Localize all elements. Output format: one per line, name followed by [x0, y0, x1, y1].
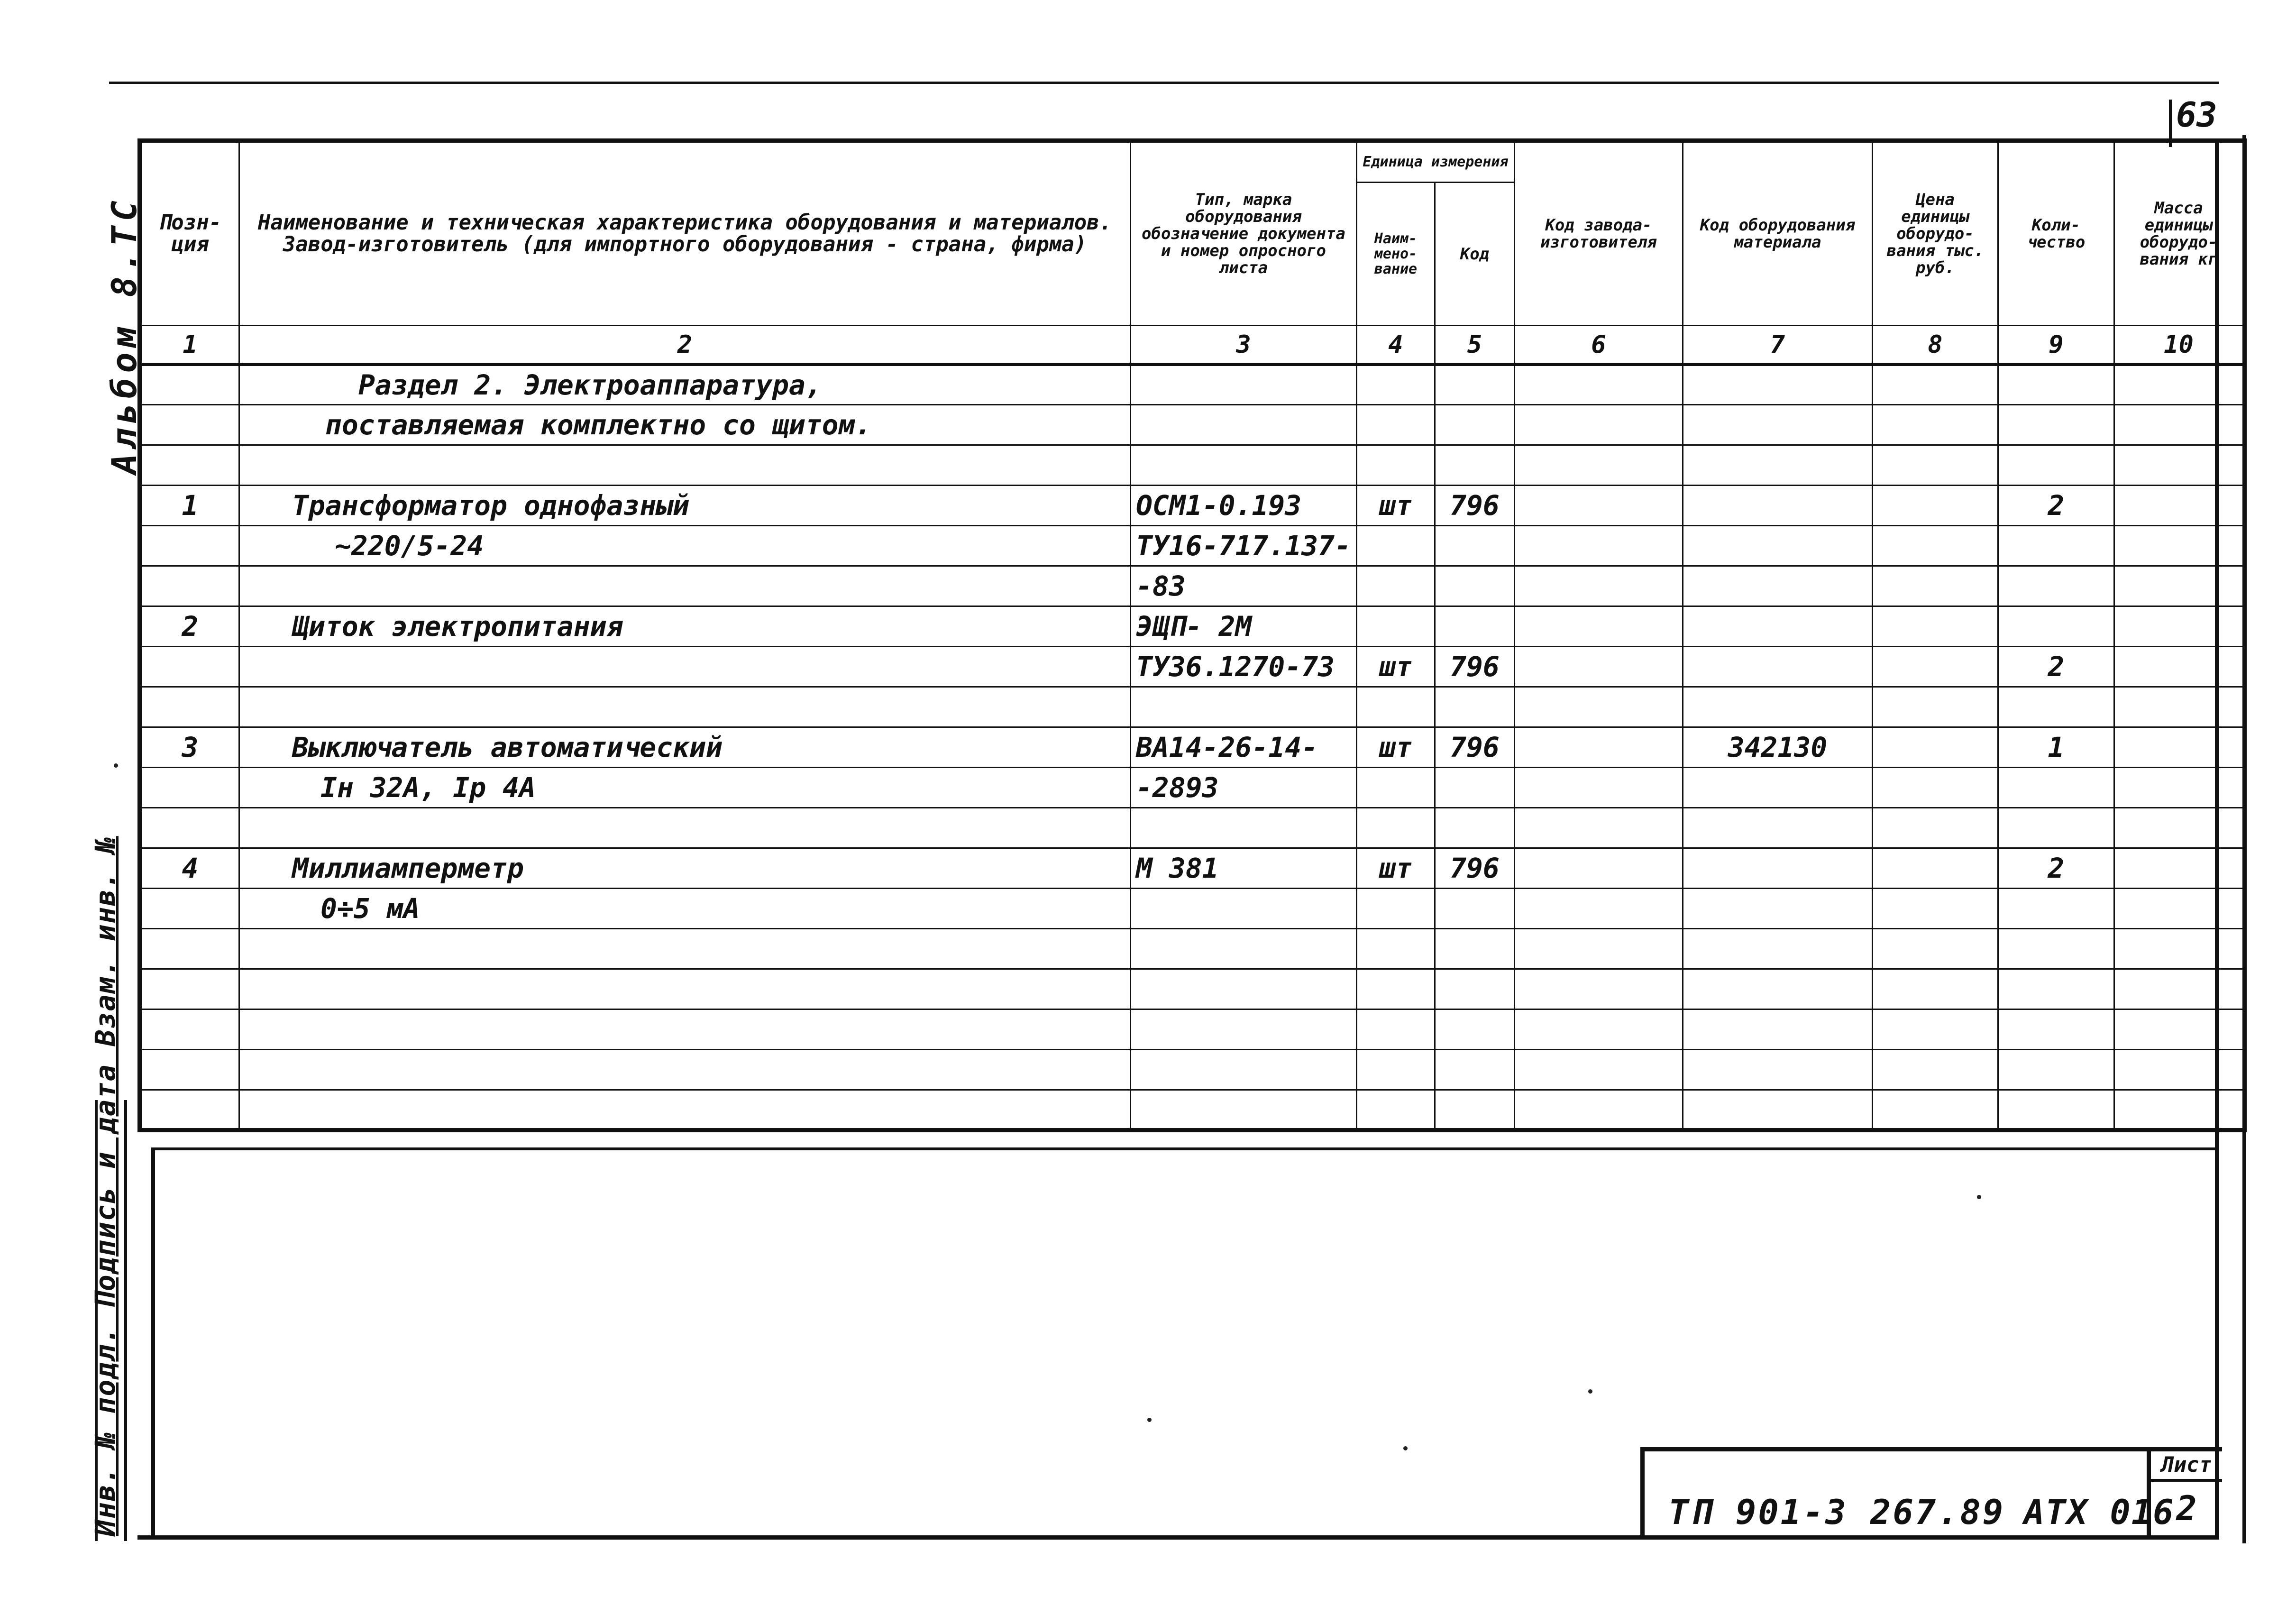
row-name [239, 808, 1131, 848]
row-type: М 381 [1131, 848, 1357, 889]
row-unit-code [1435, 808, 1514, 848]
table-row [140, 929, 2245, 969]
row-name [239, 929, 1131, 969]
row-mass [2114, 405, 2244, 445]
row-unit-code [1435, 566, 1514, 606]
row-name [239, 566, 1131, 606]
row-unit-code [1435, 969, 1514, 1009]
row-name [239, 1090, 1131, 1130]
row-manufacturer-code [1514, 969, 1683, 1009]
row-equipment-code [1683, 848, 1872, 889]
row-mass [2114, 848, 2244, 889]
row-unit [1356, 808, 1435, 848]
document-code: ТП 901-3 267.89 [1668, 1492, 2005, 1532]
row-unit-code [1435, 929, 1514, 969]
table-row [140, 889, 2245, 929]
row-type [1131, 405, 1357, 445]
row-quantity [1998, 365, 2114, 405]
row-position [140, 1090, 239, 1130]
row-position [140, 808, 239, 848]
row-quantity [1998, 566, 2114, 606]
title-block [1640, 1447, 2222, 1540]
table-row [140, 1050, 2245, 1090]
column-number: 9 [1998, 326, 2114, 365]
row-type [1131, 1050, 1357, 1090]
row-unit-code: 796 [1435, 848, 1514, 889]
row-mass [2114, 486, 2244, 526]
row-position [140, 445, 239, 486]
row-unit [1356, 526, 1435, 566]
table-row [140, 808, 2245, 848]
row-mass [2114, 687, 2244, 727]
table-row [140, 848, 2245, 889]
sheet-label: Лист [2151, 1451, 2222, 1482]
row-mass [2114, 526, 2244, 566]
row-unit-code [1435, 445, 1514, 486]
row-type [1131, 929, 1357, 969]
row-manufacturer-code [1514, 445, 1683, 486]
row-unit-code [1435, 1050, 1514, 1090]
row-price [1872, 1050, 1998, 1090]
row-mass [2114, 929, 2244, 969]
row-manufacturer-code [1514, 486, 1683, 526]
row-unit-code [1435, 1090, 1514, 1130]
row-unit-code: 796 [1435, 647, 1514, 687]
sheet-box [2147, 1451, 2222, 1540]
scan-speck [1147, 1418, 1152, 1422]
row-mass [2114, 969, 2244, 1009]
row-manufacturer-code [1514, 1090, 1683, 1130]
header-manufacturer-code: Код завода-изготовителя [1514, 141, 1683, 326]
row-type [1131, 1009, 1357, 1050]
album-label: Альбом 8.ТС [104, 196, 144, 474]
header-unit-group: Единица измерения [1356, 141, 1514, 183]
row-position [140, 889, 239, 929]
row-unit [1356, 929, 1435, 969]
row-position [140, 969, 239, 1009]
inventory-label: Инв. № подл. Подпись и дата Взам. инв. № [89, 836, 121, 1536]
row-position [140, 687, 239, 727]
row-unit-code [1435, 526, 1514, 566]
row-price [1872, 405, 1998, 445]
row-type [1131, 808, 1357, 848]
row-quantity [1998, 687, 2114, 727]
row-quantity [1998, 1090, 2114, 1130]
column-number: 6 [1514, 326, 1683, 365]
row-unit-code [1435, 365, 1514, 405]
column-number: 7 [1683, 326, 1872, 365]
row-mass [2114, 1009, 2244, 1050]
row-position [140, 566, 239, 606]
column-number: 2 [239, 326, 1131, 365]
row-price [1872, 808, 1998, 848]
row-position: 4 [140, 848, 239, 889]
row-quantity [1998, 445, 2114, 486]
row-equipment-code [1683, 647, 1872, 687]
row-manufacturer-code [1514, 727, 1683, 768]
row-quantity [1998, 808, 2114, 848]
table-row [140, 727, 2245, 768]
row-unit [1356, 889, 1435, 929]
row-quantity: 2 [1998, 848, 2114, 889]
row-manufacturer-code [1514, 566, 1683, 606]
row-unit [1356, 365, 1435, 405]
row-type: ТУ36.1270-73 [1131, 647, 1357, 687]
table-body [140, 326, 2245, 1130]
header-quantity: Коли-чество [1998, 141, 2114, 326]
row-manufacturer-code [1514, 1050, 1683, 1090]
body-top-line [151, 1147, 2219, 1150]
row-name [239, 1009, 1131, 1050]
row-quantity [1998, 1050, 2114, 1090]
row-price [1872, 848, 1998, 889]
row-unit: шт [1356, 727, 1435, 768]
row-unit [1356, 1090, 1435, 1130]
table-row [140, 768, 2245, 808]
row-unit-code [1435, 687, 1514, 727]
row-manufacturer-code [1514, 606, 1683, 647]
row-manufacturer-code [1514, 889, 1683, 929]
row-manufacturer-code [1514, 1009, 1683, 1050]
row-position [140, 647, 239, 687]
scan-speck [1403, 1446, 1408, 1450]
row-price [1872, 969, 1998, 1009]
page-number: 63 [2176, 95, 2217, 135]
row-equipment-code [1683, 526, 1872, 566]
header-price: Цена единицы оборудо-вания тыс. руб. [1872, 141, 1998, 326]
row-equipment-code [1683, 889, 1872, 929]
row-price [1872, 606, 1998, 647]
header-equipment-code: Код оборудования материала [1683, 141, 1872, 326]
row-position [140, 929, 239, 969]
row-name: Трансформатор однофазный [239, 486, 1131, 526]
row-price [1872, 889, 1998, 929]
row-position: 3 [140, 727, 239, 768]
row-quantity [1998, 969, 2114, 1009]
row-name [239, 1050, 1131, 1090]
row-mass [2114, 808, 2244, 848]
row-equipment-code [1683, 1090, 1872, 1130]
column-number: 8 [1872, 326, 1998, 365]
scan-speck [1588, 1389, 1592, 1394]
row-equipment-code [1683, 405, 1872, 445]
table-row [140, 969, 2245, 1009]
row-unit-code [1435, 1009, 1514, 1050]
row-mass [2114, 647, 2244, 687]
row-unit [1356, 566, 1435, 606]
row-equipment-code [1683, 566, 1872, 606]
row-quantity: 2 [1998, 647, 2114, 687]
row-quantity [1998, 526, 2114, 566]
row-manufacturer-code [1514, 526, 1683, 566]
table-row [140, 1090, 2245, 1130]
row-price [1872, 929, 1998, 969]
row-unit [1356, 768, 1435, 808]
row-unit [1356, 1050, 1435, 1090]
row-quantity [1998, 1009, 2114, 1050]
row-equipment-code [1683, 929, 1872, 969]
row-mass [2114, 1050, 2244, 1090]
row-mass [2114, 1090, 2244, 1130]
row-price [1872, 445, 1998, 486]
row-position [140, 526, 239, 566]
row-name: Раздел 2. Электроаппаратура, [239, 365, 1131, 405]
row-name: 0÷5 мА [239, 889, 1131, 929]
row-equipment-code [1683, 969, 1872, 1009]
row-equipment-code [1683, 808, 1872, 848]
row-name [239, 647, 1131, 687]
row-type: ЭЩП- 2М [1131, 606, 1357, 647]
row-quantity: 1 [1998, 727, 2114, 768]
header-position: Позн-ция [140, 141, 239, 326]
row-position [140, 768, 239, 808]
row-mass [2114, 889, 2244, 929]
column-number: 1 [140, 326, 239, 365]
row-manufacturer-code [1514, 848, 1683, 889]
row-price [1872, 768, 1998, 808]
row-equipment-code [1683, 445, 1872, 486]
row-equipment-code [1683, 365, 1872, 405]
row-type: -2893 [1131, 768, 1357, 808]
table-row [140, 566, 2245, 606]
row-position: 1 [140, 486, 239, 526]
row-type: ТУ16-717.137- [1131, 526, 1357, 566]
table-row [140, 486, 2245, 526]
column-number: 4 [1356, 326, 1435, 365]
row-equipment-code [1683, 768, 1872, 808]
row-type [1131, 445, 1357, 486]
table-row [140, 647, 2245, 687]
column-number: 10 [2114, 326, 2244, 365]
row-quantity [1998, 889, 2114, 929]
row-equipment-code [1683, 687, 1872, 727]
row-mass [2114, 727, 2244, 768]
row-quantity: 2 [1998, 486, 2114, 526]
row-unit [1356, 606, 1435, 647]
row-name [239, 445, 1131, 486]
row-unit-code [1435, 606, 1514, 647]
row-price [1872, 647, 1998, 687]
row-position [140, 365, 239, 405]
top-border-line [109, 82, 2219, 84]
row-unit [1356, 687, 1435, 727]
row-name [239, 969, 1131, 1009]
header-name: Наименование и техническая характеристика оборудования и материалов. Завод-изготовитель (для импортного оборудования - страна, фирма) [239, 141, 1131, 326]
row-mass [2114, 566, 2244, 606]
frame-left-line [151, 1147, 155, 1540]
row-name: Iн 32А, Iр 4А [239, 768, 1131, 808]
column-number-row [140, 326, 2245, 365]
row-equipment-code [1683, 1050, 1872, 1090]
row-type [1131, 687, 1357, 727]
row-manufacturer-code [1514, 687, 1683, 727]
row-type [1131, 969, 1357, 1009]
table-row [140, 1009, 2245, 1050]
row-quantity [1998, 929, 2114, 969]
row-manufacturer-code [1514, 365, 1683, 405]
row-mass [2114, 768, 2244, 808]
row-name: поставляемая комплектно со щитом. [239, 405, 1131, 445]
row-price [1872, 526, 1998, 566]
row-unit [1356, 969, 1435, 1009]
row-equipment-code: 342130 [1683, 727, 1872, 768]
table-row [140, 687, 2245, 727]
row-unit-code [1435, 405, 1514, 445]
row-name [239, 687, 1131, 727]
row-quantity [1998, 768, 2114, 808]
column-number: 5 [1435, 326, 1514, 365]
row-mass [2114, 606, 2244, 647]
row-price [1872, 486, 1998, 526]
table-row [140, 445, 2245, 486]
row-unit [1356, 445, 1435, 486]
sheet-number: 2 [2176, 1488, 2197, 1528]
row-price [1872, 566, 1998, 606]
row-unit: шт [1356, 848, 1435, 889]
row-unit [1356, 1009, 1435, 1050]
row-price [1872, 687, 1998, 727]
row-position [140, 405, 239, 445]
document-mark: АТХ 016 [2024, 1492, 2175, 1532]
header-mass: Масса единицы оборудо-вания кг [2114, 141, 2244, 326]
row-unit [1356, 405, 1435, 445]
specification-table [137, 138, 2247, 1132]
row-name: Выключатель автоматический [239, 727, 1131, 768]
column-number: 3 [1131, 326, 1357, 365]
header-unit-code: Код [1435, 183, 1514, 326]
row-type: -83 [1131, 566, 1357, 606]
row-price [1872, 727, 1998, 768]
row-unit-code: 796 [1435, 727, 1514, 768]
row-type: ВА14-26-14- [1131, 727, 1357, 768]
table-row [140, 365, 2245, 405]
row-manufacturer-code [1514, 808, 1683, 848]
row-type [1131, 1090, 1357, 1130]
row-quantity [1998, 405, 2114, 445]
table-row [140, 526, 2245, 566]
row-position: 2 [140, 606, 239, 647]
row-unit-code [1435, 889, 1514, 929]
row-manufacturer-code [1514, 405, 1683, 445]
table-row [140, 606, 2245, 647]
row-mass [2114, 365, 2244, 405]
row-position [140, 1050, 239, 1090]
row-position [140, 1009, 239, 1050]
row-unit-code [1435, 768, 1514, 808]
row-equipment-code [1683, 486, 1872, 526]
row-unit: шт [1356, 486, 1435, 526]
scan-speck [1977, 1195, 1981, 1199]
row-name: Миллиамперметр [239, 848, 1131, 889]
header-unit-name: Наим-мено-вание [1356, 183, 1435, 326]
row-manufacturer-code [1514, 929, 1683, 969]
table-row [140, 405, 2245, 445]
row-price [1872, 365, 1998, 405]
row-unit: шт [1356, 647, 1435, 687]
row-unit-code: 796 [1435, 486, 1514, 526]
scan-speck [114, 763, 118, 768]
inventory-strip-line-2 [124, 1100, 127, 1541]
header-type: Тип, марка оборудования обозначение документа и номер опросного листа [1131, 141, 1357, 326]
row-equipment-code [1683, 606, 1872, 647]
row-type: ОСМ1-0.193 [1131, 486, 1357, 526]
row-name: ~220/5-24 [239, 526, 1131, 566]
row-mass [2114, 445, 2244, 486]
row-price [1872, 1009, 1998, 1050]
row-type [1131, 365, 1357, 405]
row-type [1131, 889, 1357, 929]
row-price [1872, 1090, 1998, 1130]
row-manufacturer-code [1514, 647, 1683, 687]
row-name: Щиток электропитания [239, 606, 1131, 647]
row-quantity [1998, 606, 2114, 647]
row-manufacturer-code [1514, 768, 1683, 808]
row-equipment-code [1683, 1009, 1872, 1050]
